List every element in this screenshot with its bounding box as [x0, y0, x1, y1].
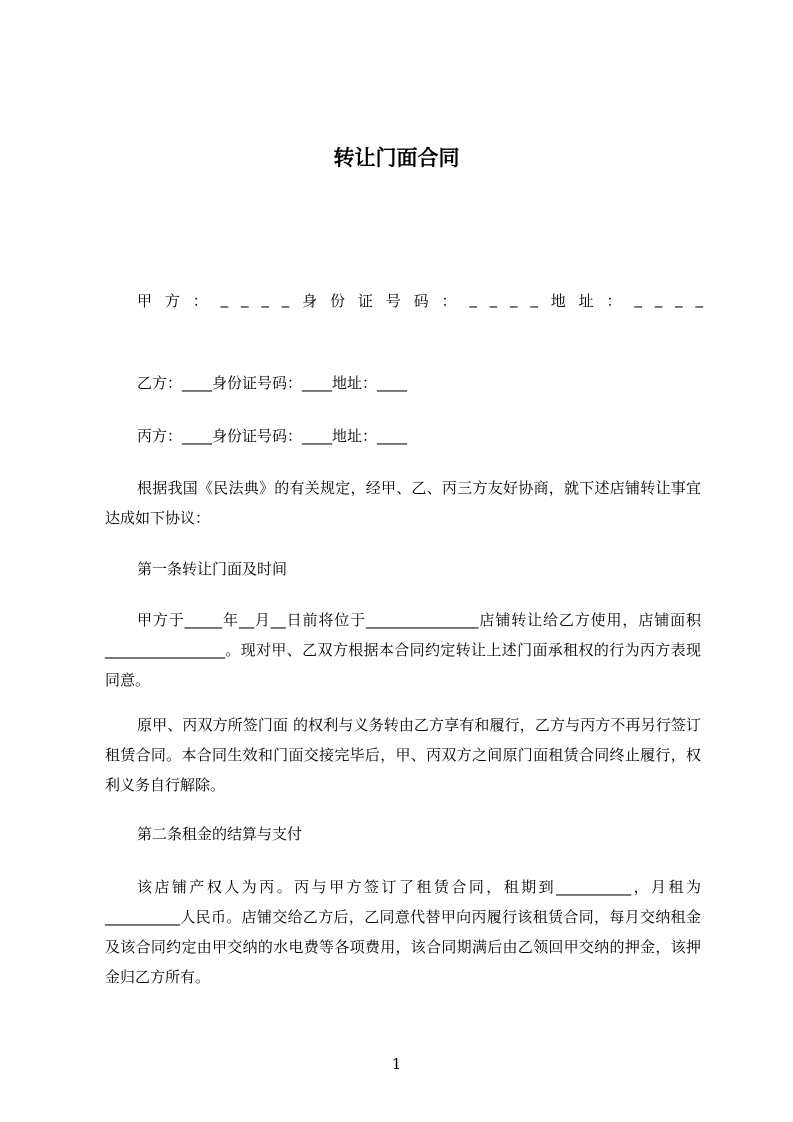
party-a-line: 甲 方 ： _ _ _ _ 身 份 证 号 码 ： _ _ _ _ 地 址 ： _ _ _ _ [137, 290, 703, 310]
article1-paragraph-1: 甲方于_____年__月__日前将位于_______________店铺转让给乙方使用，店铺面积________________。现对甲、乙双方根据本合同约定转让上述门面承租权的行为丙方表现同意。 [105, 611, 701, 689]
document-title: 转让门面合同 [333, 146, 460, 170]
intro-paragraph: 根据我国《民法典》的有关规定，经甲、乙、丙三方友好协商，就下述店铺转让事宜达成如下协议： [105, 479, 701, 527]
party-b-line: 乙方：____身份证号码：____地址：____ [137, 374, 408, 392]
party-c-line: 丙方：____身份证号码：____地址：____ [137, 427, 408, 445]
article2-heading: 第二条租金的结算与支付 [137, 825, 303, 843]
article1-paragraph-2: 原甲、丙双方所签门面 的权利与义务转由乙方享有和履行，乙方与丙方不再另行签订租赁合同。本合同生效和门面交接完毕后，甲、丙双方之间原门面租赁合同终止履行，权利义务自行解除。 [105, 716, 701, 794]
article1-heading: 第一条转让门面及时间 [137, 560, 288, 578]
page-number: 1 [391, 1055, 402, 1073]
article2-paragraph-1: 该店铺产权人为丙。丙与甲方签订了租赁合同，租期到__________，月租为__________人民币。店铺交给乙方后，乙同意代替甲向丙履行该租赁合同，每月交纳租金及该合同约定由甲交纳的水电费等各项费用，该合同期满后由乙领回甲交纳的押金，该押金归乙方所有。 [105, 878, 701, 986]
